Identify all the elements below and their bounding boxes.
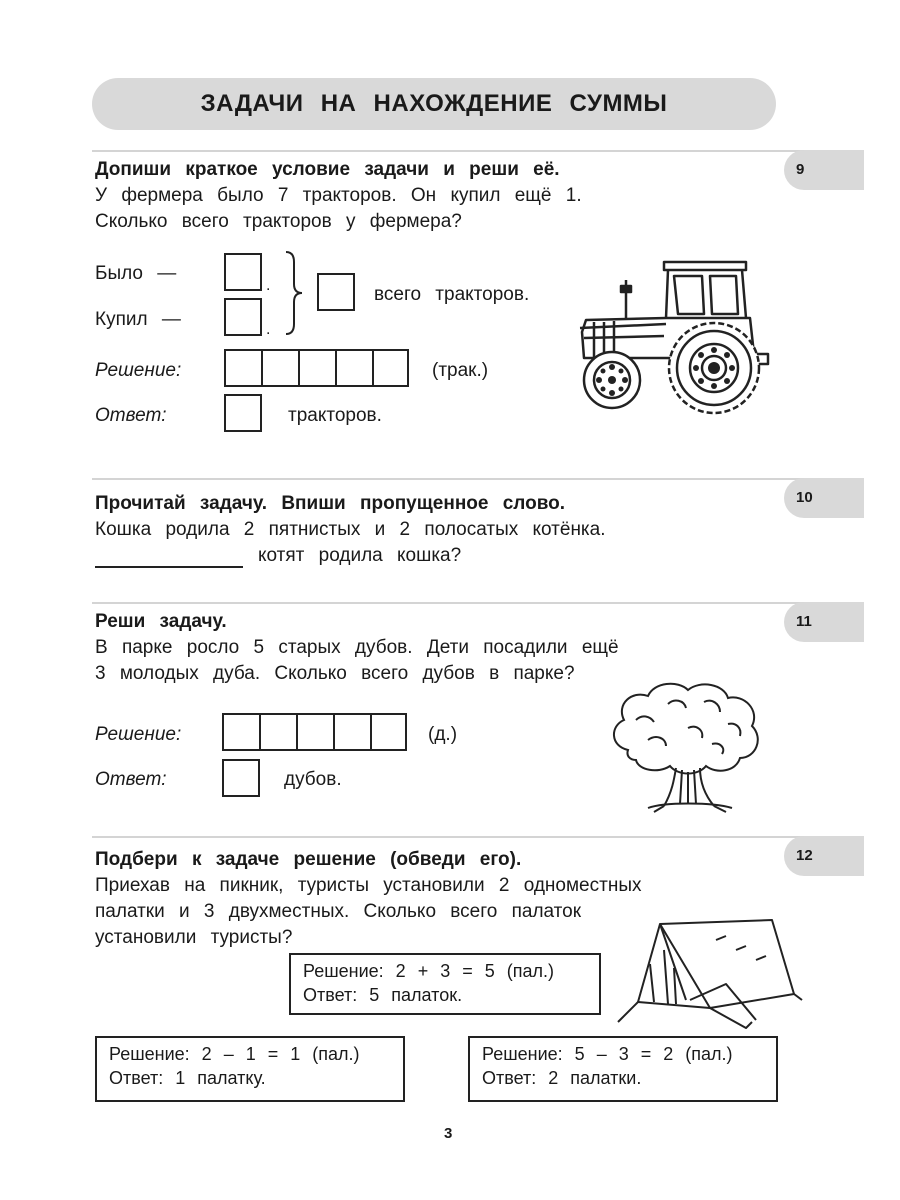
option-2-answer: Ответ: 1 палатку. — [109, 1068, 266, 1088]
task-10-text-line-2: котят родила кошка? — [258, 545, 462, 566]
solution-label-11: Решение: — [95, 724, 182, 745]
option-1-solution: Решение: 2 + 3 = 5 (пал.) — [303, 961, 554, 981]
separator-task-10 — [92, 478, 864, 480]
answer-input-9[interactable] — [224, 394, 262, 432]
total-label: всего тракторов. — [374, 284, 530, 305]
answer-input-11[interactable] — [222, 759, 260, 797]
separator-task-11 — [92, 602, 864, 604]
task-number-badge-12: 12 — [784, 836, 864, 876]
separator-task-12 — [92, 836, 864, 838]
task-9-text-line-2: Сколько всего тракторов у фермера? — [95, 211, 462, 232]
task-12-text-line-2: палатки и 3 двухместных. Сколько всего палаток — [95, 901, 582, 922]
dot-bylo: . — [266, 277, 271, 294]
oak-tree-icon — [608, 680, 764, 814]
page-title: ЗАДАЧИ НА НАХОЖДЕНИЕ СУММЫ — [200, 90, 668, 117]
option-2-solution: Решение: 2 – 1 = 1 (пал.) — [109, 1044, 360, 1064]
bylo-input-box[interactable] — [224, 253, 262, 291]
missing-word-blank[interactable] — [95, 566, 243, 568]
solution-input-9[interactable] — [224, 349, 409, 387]
task-12-heading: Подбери к задаче решение (обведи его). — [95, 849, 522, 870]
task-12-text-line-1: Приехав на пикник, туристы установили 2 одноместных — [95, 875, 642, 896]
page-number: 3 — [444, 1125, 453, 1142]
tent-icon — [616, 910, 806, 1034]
task-number-badge-10: 10 — [784, 478, 864, 518]
solution-label-9: Решение: — [95, 360, 182, 381]
answer-label-9: Ответ: — [95, 405, 167, 426]
curly-brace-icon — [282, 250, 304, 336]
solution-input-11[interactable] — [222, 713, 407, 751]
task-11-text-line-1: В парке росло 5 старых дубов. Дети посадили ещё — [95, 637, 619, 658]
solution-option-1[interactable] — [289, 953, 601, 1015]
task-12-text-line-3: установили туристы? — [95, 927, 293, 948]
answer-unit-9: тракторов. — [288, 405, 382, 426]
label-kupil: Купил — — [95, 309, 181, 330]
task-10-heading: Прочитай задачу. Впиши пропущенное слово. — [95, 493, 566, 514]
answer-label-11: Ответ: — [95, 769, 167, 790]
kupil-input-box[interactable] — [224, 298, 262, 336]
solution-unit-9: (трак.) — [432, 360, 489, 381]
task-number-badge-11: 11 — [784, 602, 864, 642]
title-bar — [92, 78, 776, 130]
separator-task-9 — [92, 150, 864, 152]
option-1-answer: Ответ: 5 палаток. — [303, 985, 463, 1005]
label-bylo: Было — — [95, 263, 177, 284]
task-11-heading: Реши задачу. — [95, 611, 227, 632]
task-number-badge-9: 9 — [784, 150, 864, 190]
task-11-text-line-2: 3 молодых дуба. Сколько всего дубов в парке? — [95, 663, 575, 684]
solution-option-3[interactable] — [468, 1036, 778, 1102]
option-3-answer: Ответ: 2 палатки. — [482, 1068, 642, 1088]
task-9-text-line-1: У фермера было 7 тракторов. Он купил ещё 1. — [95, 185, 582, 206]
task-10-text-line-1: Кошка родила 2 пятнистых и 2 полосатых котёнка. — [95, 519, 606, 540]
answer-unit-11: дубов. — [284, 769, 342, 790]
task-9-heading: Допиши краткое условие задачи и реши её. — [95, 159, 560, 180]
total-input-box[interactable] — [317, 273, 355, 311]
solution-option-2[interactable] — [95, 1036, 405, 1102]
dot-kupil: . — [266, 321, 271, 338]
option-3-solution: Решение: 5 – 3 = 2 (пал.) — [482, 1044, 733, 1064]
tractor-icon — [574, 258, 774, 418]
solution-unit-11: (д.) — [428, 724, 458, 745]
